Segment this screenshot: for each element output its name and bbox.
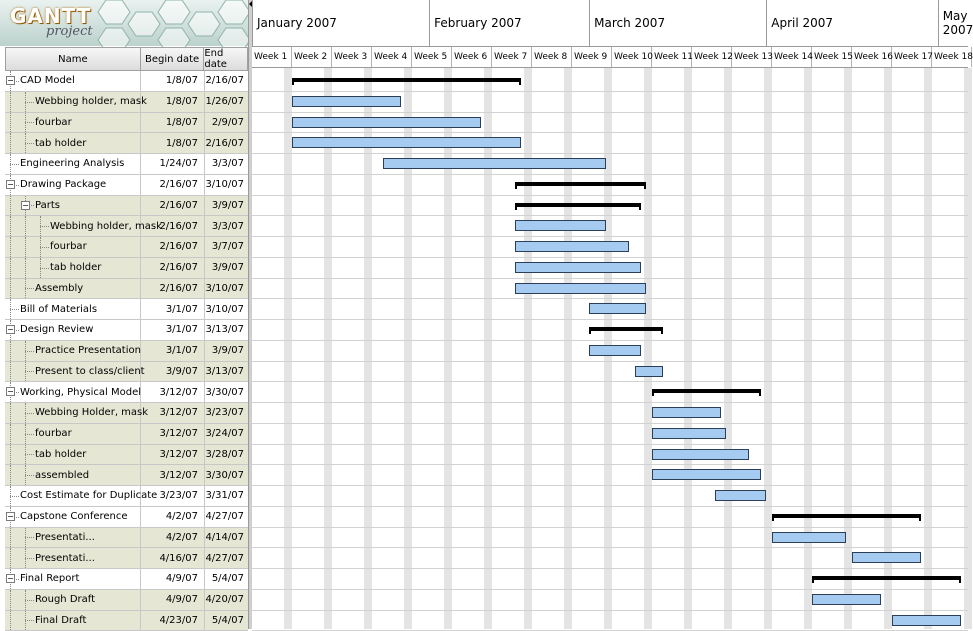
task-row[interactable] bbox=[5, 465, 248, 486]
task-row[interactable] bbox=[5, 216, 248, 237]
task-begin-date[interactable]: 1/8/07 bbox=[141, 92, 205, 112]
task-name-cell[interactable] bbox=[5, 341, 141, 361]
task-end-date[interactable]: 5/4/07 bbox=[205, 611, 248, 631]
week-label: Week 8 bbox=[532, 47, 572, 67]
task-begin-date[interactable]: 1/8/07 bbox=[141, 113, 205, 133]
task-end-date[interactable]: 2/9/07 bbox=[205, 113, 248, 133]
tree-guide-line bbox=[10, 424, 11, 444]
task-table bbox=[5, 47, 248, 631]
week-label: Week 17 bbox=[892, 47, 932, 67]
task-begin-date[interactable]: 3/12/07 bbox=[141, 382, 205, 402]
week-label: Week 14 bbox=[772, 47, 812, 67]
task-name-cell[interactable] bbox=[5, 611, 141, 631]
row-gridline bbox=[252, 610, 968, 611]
task-begin-date[interactable]: 4/23/07 bbox=[141, 611, 205, 631]
summary-bar[interactable] bbox=[652, 389, 761, 393]
column-header-begin-date[interactable]: Begin date bbox=[141, 48, 204, 70]
task-name-cell[interactable] bbox=[5, 486, 141, 506]
task-row[interactable] bbox=[5, 569, 248, 590]
task-name: fourbar bbox=[50, 237, 87, 257]
week-label: Week 7 bbox=[492, 47, 532, 67]
task-rows bbox=[5, 71, 248, 631]
task-begin-date[interactable]: 3/1/07 bbox=[141, 320, 205, 340]
row-gridline bbox=[252, 112, 968, 113]
task-name-cell[interactable] bbox=[5, 445, 141, 465]
collapse-toggle-icon[interactable]: − bbox=[6, 512, 15, 521]
tree-guide-line bbox=[25, 237, 26, 257]
task-end-date[interactable]: 4/27/07 bbox=[205, 507, 248, 527]
collapse-toggle-icon[interactable]: − bbox=[6, 325, 15, 334]
week-label: Week 3 bbox=[332, 47, 372, 67]
task-name: Webbing holder, mask bbox=[50, 216, 162, 236]
tree-guide-line bbox=[10, 258, 11, 278]
task-name-cell[interactable] bbox=[5, 403, 141, 423]
task-begin-date[interactable]: 1/8/07 bbox=[141, 133, 205, 153]
row-gridline bbox=[252, 257, 968, 258]
task-bar[interactable] bbox=[515, 283, 646, 294]
week-label: Week 13 bbox=[732, 47, 772, 67]
row-gridline bbox=[252, 340, 968, 341]
task-bar[interactable] bbox=[292, 117, 481, 128]
task-bar[interactable] bbox=[812, 594, 881, 605]
tree-guide-line bbox=[10, 113, 11, 133]
task-name: Capstone Conference bbox=[20, 507, 128, 527]
task-name: assembled bbox=[35, 465, 89, 485]
task-name: Webbing Holder, mask bbox=[35, 403, 148, 423]
task-row[interactable] bbox=[5, 590, 248, 611]
task-end-date[interactable]: 3/13/07 bbox=[205, 320, 248, 340]
task-name: Engineering Analysis bbox=[20, 154, 124, 174]
week-label: Week 2 bbox=[292, 47, 332, 67]
week-label: Week 5 bbox=[412, 47, 452, 67]
summary-bar[interactable] bbox=[772, 514, 921, 518]
task-end-date[interactable]: 3/31/07 bbox=[205, 486, 248, 506]
collapse-toggle-icon[interactable]: − bbox=[6, 76, 15, 85]
task-row[interactable] bbox=[5, 299, 248, 320]
task-begin-date[interactable]: 2/16/07 bbox=[141, 216, 205, 236]
task-row[interactable] bbox=[5, 154, 248, 175]
task-begin-date[interactable]: 3/12/07 bbox=[141, 403, 205, 423]
task-bar[interactable] bbox=[652, 469, 761, 480]
task-row[interactable] bbox=[5, 320, 248, 341]
task-begin-date[interactable]: 3/23/07 bbox=[141, 486, 205, 506]
tree-guide-line bbox=[10, 590, 11, 610]
tree-branch-line bbox=[10, 164, 19, 165]
task-name-cell[interactable] bbox=[5, 569, 141, 589]
task-end-date[interactable]: 3/24/07 bbox=[205, 424, 248, 444]
task-bar[interactable] bbox=[652, 449, 749, 460]
row-gridline bbox=[252, 485, 968, 486]
task-name-cell[interactable] bbox=[5, 196, 141, 216]
tree-branch-line bbox=[25, 371, 34, 372]
tree-branch-line bbox=[40, 247, 49, 248]
task-row[interactable] bbox=[5, 237, 248, 258]
logo-word: GANTT bbox=[10, 4, 91, 28]
task-row[interactable] bbox=[5, 486, 248, 507]
task-bar[interactable] bbox=[515, 220, 606, 231]
task-begin-date[interactable]: 1/8/07 bbox=[141, 71, 205, 91]
tree-guide-line bbox=[10, 341, 11, 361]
task-name: Webbing holder, mask bbox=[35, 92, 147, 112]
task-name-cell[interactable] bbox=[5, 465, 141, 485]
task-end-date[interactable]: 1/26/07 bbox=[205, 92, 248, 112]
task-row[interactable] bbox=[5, 92, 248, 113]
task-begin-date[interactable]: 4/9/07 bbox=[141, 590, 205, 610]
task-name: fourbar bbox=[35, 424, 72, 444]
task-row[interactable] bbox=[5, 341, 248, 362]
week-label: Week 4 bbox=[372, 47, 412, 67]
task-end-date[interactable]: 3/10/07 bbox=[205, 279, 248, 299]
logo-mark bbox=[8, 4, 92, 40]
task-bar[interactable] bbox=[292, 137, 521, 148]
task-bar[interactable] bbox=[589, 345, 640, 356]
summary-bar[interactable] bbox=[515, 203, 641, 207]
task-name: Design Review bbox=[20, 320, 93, 340]
task-begin-date[interactable]: 2/16/07 bbox=[141, 175, 205, 195]
task-name: Drawing Package bbox=[20, 175, 106, 195]
task-name-cell[interactable] bbox=[5, 237, 141, 257]
task-begin-date[interactable]: 3/1/07 bbox=[141, 341, 205, 361]
task-bar[interactable] bbox=[715, 490, 766, 501]
task-bar[interactable] bbox=[635, 366, 664, 377]
tree-branch-line bbox=[25, 475, 34, 476]
task-name-cell[interactable] bbox=[5, 548, 141, 568]
summary-bar[interactable] bbox=[515, 182, 646, 186]
task-begin-date[interactable]: 2/16/07 bbox=[141, 237, 205, 257]
row-gridline bbox=[252, 153, 968, 154]
task-name: Presentati... bbox=[35, 528, 95, 548]
task-name-cell[interactable] bbox=[5, 92, 141, 112]
task-begin-date[interactable]: 4/16/07 bbox=[141, 548, 205, 568]
row-gridline bbox=[252, 589, 968, 590]
week-label: Week 1 bbox=[252, 47, 292, 67]
tree-guide-line bbox=[10, 92, 11, 112]
task-begin-date[interactable]: 3/1/07 bbox=[141, 299, 205, 319]
tree-branch-line bbox=[25, 558, 34, 559]
column-header-end-date[interactable]: End date bbox=[204, 48, 247, 70]
task-name: Final Report bbox=[20, 569, 79, 589]
task-row[interactable] bbox=[5, 445, 248, 466]
task-row[interactable] bbox=[5, 382, 248, 403]
task-bar[interactable] bbox=[515, 241, 629, 252]
task-begin-date[interactable]: 1/24/07 bbox=[141, 154, 205, 174]
summary-bar[interactable] bbox=[589, 327, 663, 331]
tree-branch-line bbox=[10, 309, 19, 310]
task-name: Final Draft bbox=[35, 611, 86, 631]
tree-guide-line bbox=[10, 611, 11, 631]
ganttproject-logo bbox=[0, 0, 248, 46]
tree-branch-line bbox=[25, 537, 34, 538]
task-bar[interactable] bbox=[652, 407, 721, 418]
task-end-date[interactable]: 4/27/07 bbox=[205, 548, 248, 568]
week-label: Week 9 bbox=[572, 47, 612, 67]
task-begin-date[interactable]: 4/9/07 bbox=[141, 569, 205, 589]
task-end-date[interactable]: 3/10/07 bbox=[205, 175, 248, 195]
task-row[interactable] bbox=[5, 403, 248, 424]
tree-branch-line bbox=[25, 413, 34, 414]
tree-branch-line bbox=[40, 226, 49, 227]
task-row[interactable] bbox=[5, 611, 248, 631]
task-name: fourbar bbox=[35, 113, 72, 133]
gantt-chart[interactable] bbox=[252, 0, 968, 629]
task-end-date[interactable]: 4/14/07 bbox=[205, 528, 248, 548]
task-bar[interactable] bbox=[515, 262, 641, 273]
task-name: Present to class/client bbox=[35, 362, 145, 382]
task-name-cell[interactable] bbox=[5, 175, 141, 195]
month-label: May 2007 bbox=[938, 0, 968, 46]
task-bar[interactable] bbox=[652, 428, 726, 439]
week-label: Week 12 bbox=[692, 47, 732, 67]
task-bar[interactable] bbox=[772, 532, 846, 543]
task-row[interactable] bbox=[5, 548, 248, 569]
task-name: Bill of Materials bbox=[20, 299, 97, 319]
tree-guide-line bbox=[10, 528, 11, 548]
tree-branch-line bbox=[25, 288, 34, 289]
task-row[interactable] bbox=[5, 362, 248, 383]
task-name-cell[interactable] bbox=[5, 71, 141, 91]
task-name-cell[interactable] bbox=[5, 507, 141, 527]
row-gridline bbox=[252, 132, 968, 133]
tree-branch-line bbox=[25, 122, 34, 123]
task-name: Cost Estimate for Duplicate bbox=[20, 486, 157, 506]
row-gridline bbox=[252, 195, 968, 196]
task-end-date[interactable]: 3/30/07 bbox=[205, 465, 248, 485]
column-header-name[interactable]: Name bbox=[6, 48, 141, 70]
tree-guide-line bbox=[10, 216, 11, 236]
collapse-toggle-icon[interactable]: − bbox=[6, 387, 15, 396]
task-end-date[interactable]: 3/9/07 bbox=[205, 196, 248, 216]
task-name-cell[interactable] bbox=[5, 424, 141, 444]
task-end-date[interactable]: 2/16/07 bbox=[205, 133, 248, 153]
row-gridline bbox=[252, 381, 968, 382]
row-gridline bbox=[252, 215, 968, 216]
task-row[interactable] bbox=[5, 113, 248, 134]
task-name: Assembly bbox=[35, 279, 83, 299]
tree-guide-line bbox=[10, 445, 11, 465]
row-gridline bbox=[252, 527, 968, 528]
task-end-date[interactable]: 3/13/07 bbox=[205, 362, 248, 382]
row-gridline bbox=[252, 278, 968, 279]
row-gridline bbox=[252, 236, 968, 237]
task-name: Parts bbox=[35, 196, 60, 216]
task-name-cell[interactable] bbox=[5, 320, 141, 340]
tree-guide-line bbox=[10, 279, 11, 299]
tree-guide-line bbox=[25, 216, 26, 236]
task-row[interactable] bbox=[5, 507, 248, 528]
task-name-cell[interactable] bbox=[5, 382, 141, 402]
task-begin-date[interactable]: 2/16/07 bbox=[141, 258, 205, 278]
task-end-date[interactable]: 3/28/07 bbox=[205, 445, 248, 465]
task-name-cell[interactable] bbox=[5, 590, 141, 610]
row-gridline bbox=[252, 174, 968, 175]
month-label: January 2007 bbox=[252, 0, 429, 46]
task-name-cell[interactable] bbox=[5, 279, 141, 299]
task-begin-date[interactable]: 4/2/07 bbox=[141, 507, 205, 527]
row-gridline bbox=[252, 547, 968, 548]
week-label: Week 15 bbox=[812, 47, 852, 67]
row-gridline bbox=[252, 444, 968, 445]
task-name: Working, Physical Model bbox=[20, 382, 141, 402]
month-label: April 2007 bbox=[766, 0, 937, 46]
logo-subtitle: project bbox=[46, 24, 93, 39]
task-begin-date[interactable]: 3/12/07 bbox=[141, 465, 205, 485]
task-end-date[interactable]: 3/9/07 bbox=[205, 341, 248, 361]
task-row[interactable] bbox=[5, 175, 248, 196]
tree-guide-line bbox=[25, 258, 26, 278]
collapse-toggle-icon[interactable]: − bbox=[21, 201, 30, 210]
task-name-cell[interactable] bbox=[5, 154, 141, 174]
row-gridline bbox=[252, 319, 968, 320]
row-gridline bbox=[252, 402, 968, 403]
task-name: CAD Model bbox=[20, 71, 75, 91]
week-label: Week 10 bbox=[612, 47, 652, 67]
tree-branch-line bbox=[25, 434, 34, 435]
month-label: February 2007 bbox=[429, 0, 589, 46]
week-label: Week 18 bbox=[932, 47, 972, 67]
task-begin-date[interactable]: 4/2/07 bbox=[141, 528, 205, 548]
row-gridline bbox=[252, 423, 968, 424]
task-name-cell[interactable] bbox=[5, 299, 141, 319]
collapse-toggle-icon[interactable]: − bbox=[6, 180, 15, 189]
week-header bbox=[252, 46, 968, 68]
task-name: Presentati... bbox=[35, 548, 95, 568]
task-name-cell[interactable] bbox=[5, 362, 141, 382]
tree-guide-line bbox=[10, 362, 11, 382]
task-row[interactable] bbox=[5, 424, 248, 445]
row-gridline bbox=[252, 568, 968, 569]
row-gridline bbox=[252, 464, 968, 465]
task-bar[interactable] bbox=[892, 615, 961, 626]
task-name-cell[interactable] bbox=[5, 113, 141, 133]
task-row[interactable] bbox=[5, 71, 248, 92]
tree-branch-line bbox=[25, 351, 34, 352]
month-label: March 2007 bbox=[589, 0, 766, 46]
task-row[interactable] bbox=[5, 196, 248, 217]
task-row[interactable] bbox=[5, 258, 248, 279]
tree-guide-line bbox=[10, 465, 11, 485]
task-end-date[interactable]: 3/23/07 bbox=[205, 403, 248, 423]
tree-branch-line bbox=[40, 268, 49, 269]
task-bar[interactable] bbox=[383, 158, 606, 169]
task-name-cell[interactable] bbox=[5, 528, 141, 548]
task-row[interactable] bbox=[5, 528, 248, 549]
task-name: Practice Presentation bbox=[35, 341, 141, 361]
task-name: tab holder bbox=[35, 445, 86, 465]
task-name: tab holder bbox=[35, 133, 86, 153]
task-name-cell[interactable] bbox=[5, 216, 141, 236]
task-bar[interactable] bbox=[292, 96, 401, 107]
task-name-cell[interactable] bbox=[5, 258, 141, 278]
week-label: Week 16 bbox=[852, 47, 892, 67]
task-table-header bbox=[5, 47, 248, 71]
task-row[interactable] bbox=[5, 279, 248, 300]
task-end-date[interactable]: 2/16/07 bbox=[205, 71, 248, 91]
task-end-date[interactable]: 3/3/07 bbox=[205, 216, 248, 236]
week-label: Week 6 bbox=[452, 47, 492, 67]
task-bar[interactable] bbox=[589, 303, 646, 314]
row-gridline bbox=[252, 91, 968, 92]
task-bar[interactable] bbox=[852, 552, 921, 563]
task-end-date[interactable]: 3/3/07 bbox=[205, 154, 248, 174]
task-end-date[interactable]: 3/30/07 bbox=[205, 382, 248, 402]
logo-hexagon-pattern bbox=[96, 0, 248, 46]
task-end-date[interactable]: 3/9/07 bbox=[205, 258, 248, 278]
task-begin-date[interactable]: 3/9/07 bbox=[141, 362, 205, 382]
tree-branch-line bbox=[25, 454, 34, 455]
task-name-cell[interactable] bbox=[5, 133, 141, 153]
week-label: Week 11 bbox=[652, 47, 692, 67]
tree-branch-line bbox=[25, 143, 34, 144]
summary-bar[interactable] bbox=[812, 576, 961, 580]
task-begin-date[interactable]: 2/16/07 bbox=[141, 279, 205, 299]
row-gridline bbox=[252, 361, 968, 362]
task-end-date[interactable]: 5/4/07 bbox=[205, 569, 248, 589]
tree-branch-line bbox=[25, 102, 34, 103]
task-name: Rough Draft bbox=[35, 590, 95, 610]
row-gridline bbox=[252, 298, 968, 299]
task-row[interactable] bbox=[5, 133, 248, 154]
tree-guide-line bbox=[10, 196, 11, 216]
summary-bar[interactable] bbox=[292, 78, 521, 82]
task-end-date[interactable]: 3/10/07 bbox=[205, 299, 248, 319]
tree-branch-line bbox=[10, 496, 19, 497]
collapse-toggle-icon[interactable]: − bbox=[6, 574, 15, 583]
tree-guide-line bbox=[10, 133, 11, 153]
tree-guide-line bbox=[10, 548, 11, 568]
tree-guide-line bbox=[10, 403, 11, 423]
tree-branch-line bbox=[25, 620, 34, 621]
task-begin-date[interactable]: 3/12/07 bbox=[141, 424, 205, 444]
row-gridline bbox=[252, 506, 968, 507]
task-end-date[interactable]: 4/20/07 bbox=[205, 590, 248, 610]
task-begin-date[interactable]: 3/12/07 bbox=[141, 445, 205, 465]
task-end-date[interactable]: 3/7/07 bbox=[205, 237, 248, 257]
tree-guide-line bbox=[10, 237, 11, 257]
task-name: tab holder bbox=[50, 258, 101, 278]
tree-branch-line bbox=[25, 600, 34, 601]
task-begin-date[interactable]: 2/16/07 bbox=[141, 196, 205, 216]
